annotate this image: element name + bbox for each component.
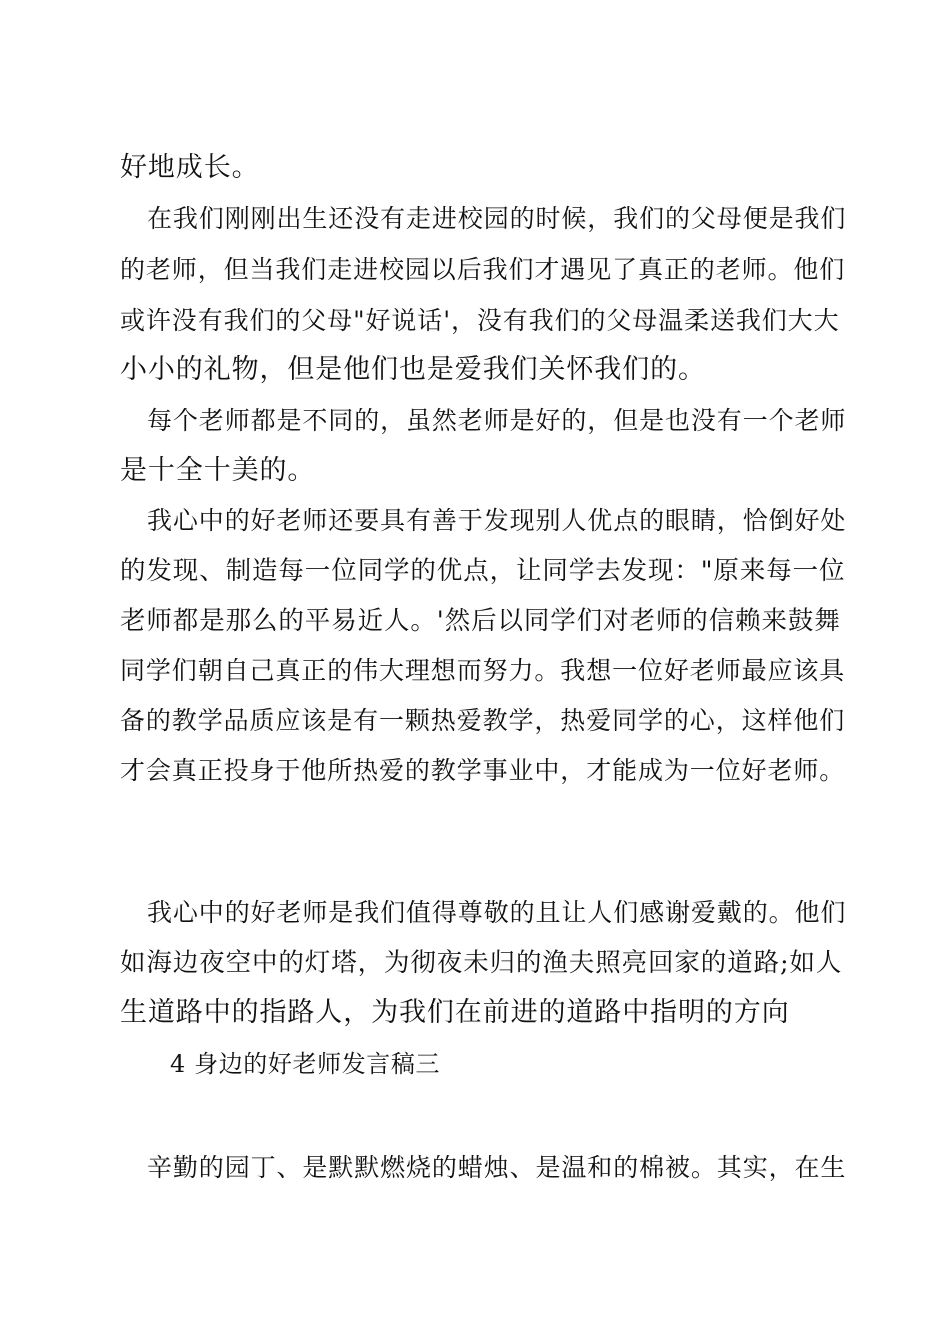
text-line: 才会真正投身于他所热爱的教学事业中，才能成为一位好老师。 xyxy=(120,756,846,785)
text-line: 的发现、制造每一位同学的优点，让同学去发现："原来每一位 xyxy=(120,556,846,586)
section-heading: 4 身边的好老师发言稿三 xyxy=(170,1050,441,1078)
text-line: 备的教学品质应该是有一颗热爱教学，热爱同学的心，这样他们 xyxy=(120,706,846,735)
text-line: 或许没有我们的父母"好说话'，没有我们的父母温柔送我们大大 xyxy=(120,306,840,335)
text-line: 生道路中的指路人，为我们在前进的道路中指明的方向 xyxy=(120,997,790,1028)
paragraph-line: 我心中的好老师还要具有善于发现别人优点的眼睛，恰倒好处 xyxy=(147,506,847,535)
text-line: 老师都是那么的平易近人。'然后以同学们对老师的信赖来鼓舞 xyxy=(120,606,841,636)
paragraph-line: 在我们刚刚出生还没有走进校园的时候，我们的父母便是我们 xyxy=(147,204,847,233)
text-line: 好地成长。 xyxy=(120,152,260,183)
text-line: 是十全十美的。 xyxy=(120,455,316,486)
text-line: 如海边夜空中的灯塔，为彻夜未归的渔夫照亮回家的道路;如人 xyxy=(120,948,843,978)
paragraph-line: 辛勤的园丁、是默默燃烧的蜡烛、是温和的棉被。其实，在生 xyxy=(147,1153,847,1182)
paragraph-line: 我心中的好老师是我们值得尊敬的且让人们感谢爱戴的。他们 xyxy=(147,898,847,927)
text-line: 小小的礼物，但是他们也是爱我们关怀我们的。 xyxy=(120,354,706,385)
text-line: 的老师，但当我们走进校园以后我们才遇见了真正的老师。他们 xyxy=(120,255,846,284)
paragraph-line: 每个老师都是不同的，虽然老师是好的，但是也没有一个老师 xyxy=(147,406,847,435)
text-line: 同学们朝自己真正的伟大理想而努力。我想一位好老师最应该具 xyxy=(120,656,846,685)
